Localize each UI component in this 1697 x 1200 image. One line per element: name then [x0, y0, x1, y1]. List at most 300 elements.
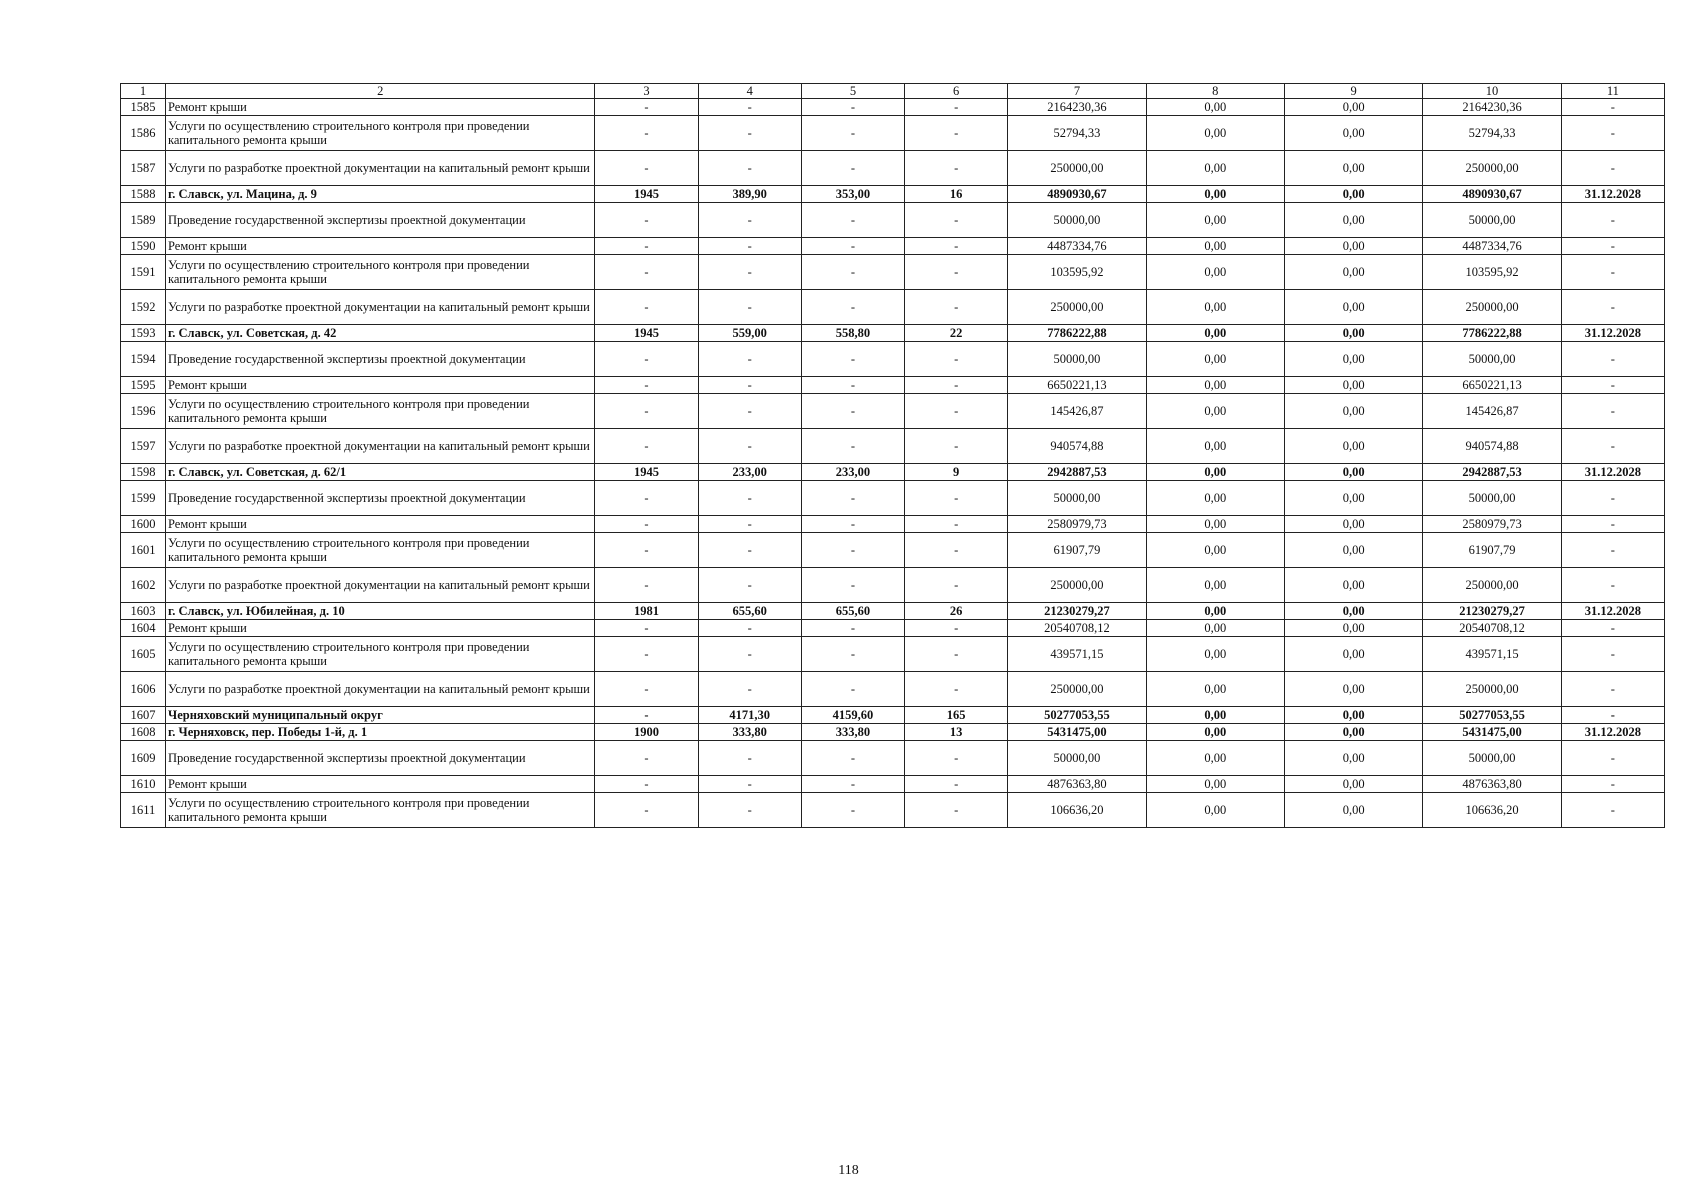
- year-cell: -: [595, 776, 698, 793]
- table-row: [121, 481, 1665, 516]
- row-number: 1588: [121, 186, 166, 203]
- area-total-cell: -: [698, 99, 801, 116]
- header-row: [121, 84, 1665, 99]
- row-number: 1603: [121, 603, 166, 620]
- total-cost-cell: 940574,88: [1008, 429, 1146, 464]
- item-name: Ремонт крыши: [166, 377, 595, 394]
- cost-9-cell: 0,00: [1284, 516, 1422, 533]
- cost-9-cell: 0,00: [1284, 394, 1422, 429]
- cost-8-cell: 0,00: [1146, 724, 1284, 741]
- cost-9-cell: 0,00: [1284, 342, 1422, 377]
- total-cost-cell: 103595,92: [1008, 255, 1146, 290]
- row-number: 1605: [121, 637, 166, 672]
- year-cell: 1900: [595, 724, 698, 741]
- table-row: [121, 707, 1665, 724]
- cost-10-cell: 20540708,12: [1423, 620, 1561, 637]
- table-row: [121, 741, 1665, 776]
- residents-cell: -: [905, 637, 1008, 672]
- total-cost-cell: 250000,00: [1008, 672, 1146, 707]
- cost-9-cell: 0,00: [1284, 741, 1422, 776]
- year-cell: -: [595, 377, 698, 394]
- item-name: г. Славск, ул. Советская, д. 62/1: [166, 464, 595, 481]
- cost-10-cell: 145426,87: [1423, 394, 1561, 429]
- cost-10-cell: 50000,00: [1423, 741, 1561, 776]
- area-total-cell: -: [698, 342, 801, 377]
- year-cell: 1945: [595, 186, 698, 203]
- table-row: [121, 290, 1665, 325]
- deadline-cell: -: [1561, 394, 1664, 429]
- item-name: Ремонт крыши: [166, 99, 595, 116]
- table-row: [121, 516, 1665, 533]
- page-number: 118: [838, 1163, 859, 1178]
- row-number: 1608: [121, 724, 166, 741]
- table-row: [121, 325, 1665, 342]
- total-cost-cell: 2164230,36: [1008, 99, 1146, 116]
- cost-9-cell: 0,00: [1284, 707, 1422, 724]
- cost-8-cell: 0,00: [1146, 151, 1284, 186]
- residents-cell: -: [905, 255, 1008, 290]
- area-total-cell: -: [698, 377, 801, 394]
- area-total-cell: -: [698, 394, 801, 429]
- row-number: 1607: [121, 707, 166, 724]
- year-cell: -: [595, 290, 698, 325]
- residents-cell: -: [905, 741, 1008, 776]
- row-number: 1587: [121, 151, 166, 186]
- row-number: 1596: [121, 394, 166, 429]
- cost-10-cell: 21230279,27: [1423, 603, 1561, 620]
- cost-9-cell: 0,00: [1284, 464, 1422, 481]
- residents-cell: 22: [905, 325, 1008, 342]
- table-row: [121, 533, 1665, 568]
- deadline-cell: -: [1561, 429, 1664, 464]
- cost-8-cell: 0,00: [1146, 290, 1284, 325]
- cost-10-cell: 4890930,67: [1423, 186, 1561, 203]
- cost-8-cell: 0,00: [1146, 255, 1284, 290]
- area-living-cell: -: [801, 620, 904, 637]
- cost-9-cell: 0,00: [1284, 325, 1422, 342]
- deadline-cell: 31.12.2028: [1561, 186, 1664, 203]
- area-total-cell: 559,00: [698, 325, 801, 342]
- total-cost-cell: 50000,00: [1008, 203, 1146, 238]
- data-table: [120, 83, 1665, 828]
- cost-8-cell: 0,00: [1146, 741, 1284, 776]
- cost-8-cell: 0,00: [1146, 342, 1284, 377]
- year-cell: -: [595, 116, 698, 151]
- row-number: 1591: [121, 255, 166, 290]
- row-number: 1599: [121, 481, 166, 516]
- cost-10-cell: 50000,00: [1423, 481, 1561, 516]
- total-cost-cell: 250000,00: [1008, 568, 1146, 603]
- cost-8-cell: 0,00: [1146, 516, 1284, 533]
- row-number: 1595: [121, 377, 166, 394]
- table-row: [121, 377, 1665, 394]
- table-row: [121, 255, 1665, 290]
- deadline-cell: -: [1561, 342, 1664, 377]
- cost-9-cell: 0,00: [1284, 99, 1422, 116]
- cost-8-cell: 0,00: [1146, 707, 1284, 724]
- cost-8-cell: 0,00: [1146, 394, 1284, 429]
- year-cell: -: [595, 793, 698, 828]
- table-row: [121, 394, 1665, 429]
- cost-9-cell: 0,00: [1284, 637, 1422, 672]
- cost-9-cell: 0,00: [1284, 620, 1422, 637]
- deadline-cell: -: [1561, 516, 1664, 533]
- item-name: Услуги по осуществлению строительного контроля при проведении капитального ремонта крыши: [166, 637, 595, 672]
- deadline-cell: -: [1561, 776, 1664, 793]
- deadline-cell: -: [1561, 637, 1664, 672]
- table-row: [121, 620, 1665, 637]
- row-number: 1606: [121, 672, 166, 707]
- year-cell: -: [595, 620, 698, 637]
- cost-10-cell: 6650221,13: [1423, 377, 1561, 394]
- deadline-cell: 31.12.2028: [1561, 325, 1664, 342]
- header-cell: 11: [1561, 84, 1664, 99]
- table-row: [121, 203, 1665, 238]
- cost-10-cell: 50277053,55: [1423, 707, 1561, 724]
- header-cell: 5: [801, 84, 904, 99]
- cost-9-cell: 0,00: [1284, 186, 1422, 203]
- cost-8-cell: 0,00: [1146, 620, 1284, 637]
- cost-10-cell: 61907,79: [1423, 533, 1561, 568]
- area-total-cell: -: [698, 516, 801, 533]
- cost-8-cell: 0,00: [1146, 464, 1284, 481]
- cost-8-cell: 0,00: [1146, 116, 1284, 151]
- row-number: 1610: [121, 776, 166, 793]
- cost-8-cell: 0,00: [1146, 377, 1284, 394]
- table-row: [121, 186, 1665, 203]
- total-cost-cell: 52794,33: [1008, 116, 1146, 151]
- area-total-cell: -: [698, 793, 801, 828]
- row-number: 1592: [121, 290, 166, 325]
- area-total-cell: -: [698, 533, 801, 568]
- item-name: г. Черняховск, пер. Победы 1-й, д. 1: [166, 724, 595, 741]
- row-number: 1601: [121, 533, 166, 568]
- year-cell: -: [595, 672, 698, 707]
- cost-10-cell: 106636,20: [1423, 793, 1561, 828]
- area-living-cell: 353,00: [801, 186, 904, 203]
- area-living-cell: -: [801, 741, 904, 776]
- item-name: Ремонт крыши: [166, 516, 595, 533]
- area-living-cell: -: [801, 116, 904, 151]
- area-total-cell: 389,90: [698, 186, 801, 203]
- item-name: Ремонт крыши: [166, 238, 595, 255]
- year-cell: -: [595, 637, 698, 672]
- area-living-cell: -: [801, 203, 904, 238]
- table-row: [121, 603, 1665, 620]
- area-total-cell: -: [698, 620, 801, 637]
- total-cost-cell: 4487334,76: [1008, 238, 1146, 255]
- deadline-cell: -: [1561, 707, 1664, 724]
- area-living-cell: -: [801, 342, 904, 377]
- year-cell: -: [595, 429, 698, 464]
- area-total-cell: -: [698, 290, 801, 325]
- row-number: 1593: [121, 325, 166, 342]
- total-cost-cell: 6650221,13: [1008, 377, 1146, 394]
- deadline-cell: -: [1561, 116, 1664, 151]
- total-cost-cell: 2580979,73: [1008, 516, 1146, 533]
- cost-8-cell: 0,00: [1146, 429, 1284, 464]
- cost-9-cell: 0,00: [1284, 290, 1422, 325]
- year-cell: -: [595, 394, 698, 429]
- deadline-cell: -: [1561, 793, 1664, 828]
- item-name: Услуги по разработке проектной документации на капитальный ремонт крыши: [166, 290, 595, 325]
- deadline-cell: -: [1561, 377, 1664, 394]
- area-living-cell: -: [801, 377, 904, 394]
- area-living-cell: -: [801, 255, 904, 290]
- cost-8-cell: 0,00: [1146, 238, 1284, 255]
- item-name: Услуги по разработке проектной документации на капитальный ремонт крыши: [166, 672, 595, 707]
- area-living-cell: -: [801, 533, 904, 568]
- cost-9-cell: 0,00: [1284, 151, 1422, 186]
- area-living-cell: -: [801, 429, 904, 464]
- residents-cell: -: [905, 290, 1008, 325]
- table-row: [121, 724, 1665, 741]
- residents-cell: -: [905, 568, 1008, 603]
- item-name: Черняховский муниципальный округ: [166, 707, 595, 724]
- deadline-cell: -: [1561, 481, 1664, 516]
- item-name: Услуги по осуществлению строительного контроля при проведении капитального ремонта крыши: [166, 394, 595, 429]
- year-cell: -: [595, 255, 698, 290]
- year-cell: -: [595, 99, 698, 116]
- area-total-cell: -: [698, 116, 801, 151]
- total-cost-cell: 4876363,80: [1008, 776, 1146, 793]
- cost-8-cell: 0,00: [1146, 203, 1284, 238]
- cost-10-cell: 103595,92: [1423, 255, 1561, 290]
- item-name: Проведение государственной экспертизы проектной документации: [166, 342, 595, 377]
- area-total-cell: -: [698, 255, 801, 290]
- area-total-cell: -: [698, 776, 801, 793]
- year-cell: -: [595, 707, 698, 724]
- residents-cell: -: [905, 394, 1008, 429]
- residents-cell: -: [905, 429, 1008, 464]
- cost-8-cell: 0,00: [1146, 325, 1284, 342]
- year-cell: 1945: [595, 325, 698, 342]
- area-total-cell: -: [698, 481, 801, 516]
- residents-cell: -: [905, 151, 1008, 186]
- header-cell: 8: [1146, 84, 1284, 99]
- cost-8-cell: 0,00: [1146, 99, 1284, 116]
- cost-9-cell: 0,00: [1284, 603, 1422, 620]
- area-total-cell: -: [698, 672, 801, 707]
- row-number: 1600: [121, 516, 166, 533]
- year-cell: 1945: [595, 464, 698, 481]
- year-cell: -: [595, 238, 698, 255]
- area-total-cell: -: [698, 429, 801, 464]
- deadline-cell: -: [1561, 672, 1664, 707]
- area-living-cell: -: [801, 637, 904, 672]
- cost-9-cell: 0,00: [1284, 793, 1422, 828]
- area-total-cell: 4171,30: [698, 707, 801, 724]
- item-name: Услуги по разработке проектной документации на капитальный ремонт крыши: [166, 568, 595, 603]
- area-total-cell: -: [698, 238, 801, 255]
- cost-9-cell: 0,00: [1284, 203, 1422, 238]
- area-living-cell: -: [801, 99, 904, 116]
- table-row: [121, 238, 1665, 255]
- row-number: 1594: [121, 342, 166, 377]
- residents-cell: 16: [905, 186, 1008, 203]
- cost-10-cell: 250000,00: [1423, 568, 1561, 603]
- area-total-cell: 333,80: [698, 724, 801, 741]
- cost-8-cell: 0,00: [1146, 672, 1284, 707]
- cost-8-cell: 0,00: [1146, 776, 1284, 793]
- table-row: [121, 672, 1665, 707]
- deadline-cell: -: [1561, 255, 1664, 290]
- deadline-cell: -: [1561, 151, 1664, 186]
- table-row: [121, 793, 1665, 828]
- total-cost-cell: 250000,00: [1008, 290, 1146, 325]
- table-row: [121, 342, 1665, 377]
- area-total-cell: -: [698, 203, 801, 238]
- table-row: [121, 429, 1665, 464]
- area-total-cell: -: [698, 741, 801, 776]
- area-living-cell: -: [801, 776, 904, 793]
- deadline-cell: 31.12.2028: [1561, 603, 1664, 620]
- residents-cell: 165: [905, 707, 1008, 724]
- total-cost-cell: 439571,15: [1008, 637, 1146, 672]
- cost-9-cell: 0,00: [1284, 377, 1422, 394]
- total-cost-cell: 50000,00: [1008, 481, 1146, 516]
- table-row: [121, 99, 1665, 116]
- total-cost-cell: 7786222,88: [1008, 325, 1146, 342]
- cost-8-cell: 0,00: [1146, 186, 1284, 203]
- item-name: Проведение государственной экспертизы проектной документации: [166, 741, 595, 776]
- row-number: 1590: [121, 238, 166, 255]
- area-living-cell: -: [801, 568, 904, 603]
- cost-10-cell: 50000,00: [1423, 342, 1561, 377]
- cost-8-cell: 0,00: [1146, 568, 1284, 603]
- residents-cell: 26: [905, 603, 1008, 620]
- item-name: Проведение государственной экспертизы проектной документации: [166, 203, 595, 238]
- residents-cell: -: [905, 377, 1008, 394]
- item-name: Ремонт крыши: [166, 620, 595, 637]
- table-row: [121, 568, 1665, 603]
- row-number: 1609: [121, 741, 166, 776]
- deadline-cell: 31.12.2028: [1561, 464, 1664, 481]
- total-cost-cell: 4890930,67: [1008, 186, 1146, 203]
- total-cost-cell: 20540708,12: [1008, 620, 1146, 637]
- cost-10-cell: 250000,00: [1423, 290, 1561, 325]
- cost-9-cell: 0,00: [1284, 481, 1422, 516]
- cost-8-cell: 0,00: [1146, 481, 1284, 516]
- header-cell: 7: [1008, 84, 1146, 99]
- header-cell: 3: [595, 84, 698, 99]
- item-name: Услуги по осуществлению строительного контроля при проведении капитального ремонта крыши: [166, 116, 595, 151]
- total-cost-cell: 50000,00: [1008, 342, 1146, 377]
- header-cell: 1: [121, 84, 166, 99]
- year-cell: 1981: [595, 603, 698, 620]
- table-row: [121, 151, 1665, 186]
- area-living-cell: -: [801, 793, 904, 828]
- residents-cell: -: [905, 481, 1008, 516]
- cost-9-cell: 0,00: [1284, 568, 1422, 603]
- header-cell: 9: [1284, 84, 1422, 99]
- total-cost-cell: 21230279,27: [1008, 603, 1146, 620]
- residents-cell: -: [905, 620, 1008, 637]
- item-name: г. Славск, ул. Юбилейная, д. 10: [166, 603, 595, 620]
- area-total-cell: -: [698, 568, 801, 603]
- total-cost-cell: 50000,00: [1008, 741, 1146, 776]
- deadline-cell: 31.12.2028: [1561, 724, 1664, 741]
- row-number: 1589: [121, 203, 166, 238]
- item-name: Услуги по осуществлению строительного контроля при проведении капитального ремонта крыши: [166, 255, 595, 290]
- year-cell: -: [595, 203, 698, 238]
- year-cell: -: [595, 741, 698, 776]
- cost-10-cell: 250000,00: [1423, 151, 1561, 186]
- residents-cell: -: [905, 793, 1008, 828]
- residents-cell: 9: [905, 464, 1008, 481]
- total-cost-cell: 106636,20: [1008, 793, 1146, 828]
- total-cost-cell: 250000,00: [1008, 151, 1146, 186]
- cost-10-cell: 940574,88: [1423, 429, 1561, 464]
- cost-10-cell: 2942887,53: [1423, 464, 1561, 481]
- cost-8-cell: 0,00: [1146, 603, 1284, 620]
- cost-10-cell: 2580979,73: [1423, 516, 1561, 533]
- deadline-cell: -: [1561, 568, 1664, 603]
- row-number: 1611: [121, 793, 166, 828]
- item-name: Проведение государственной экспертизы проектной документации: [166, 481, 595, 516]
- cost-9-cell: 0,00: [1284, 116, 1422, 151]
- area-living-cell: -: [801, 481, 904, 516]
- row-number: 1598: [121, 464, 166, 481]
- year-cell: -: [595, 481, 698, 516]
- cost-9-cell: 0,00: [1284, 776, 1422, 793]
- deadline-cell: -: [1561, 99, 1664, 116]
- area-living-cell: 4159,60: [801, 707, 904, 724]
- residents-cell: -: [905, 342, 1008, 377]
- deadline-cell: -: [1561, 741, 1664, 776]
- row-number: 1597: [121, 429, 166, 464]
- deadline-cell: -: [1561, 238, 1664, 255]
- table-row: [121, 464, 1665, 481]
- year-cell: -: [595, 568, 698, 603]
- table-row: [121, 776, 1665, 793]
- item-name: г. Славск, ул. Советская, д. 42: [166, 325, 595, 342]
- item-name: Услуги по разработке проектной документации на капитальный ремонт крыши: [166, 151, 595, 186]
- deadline-cell: -: [1561, 290, 1664, 325]
- row-number: 1585: [121, 99, 166, 116]
- area-total-cell: -: [698, 637, 801, 672]
- area-total-cell: 233,00: [698, 464, 801, 481]
- cost-10-cell: 5431475,00: [1423, 724, 1561, 741]
- header-cell: 2: [166, 84, 595, 99]
- total-cost-cell: 5431475,00: [1008, 724, 1146, 741]
- table-row: [121, 116, 1665, 151]
- residents-cell: -: [905, 516, 1008, 533]
- area-living-cell: 333,80: [801, 724, 904, 741]
- cost-9-cell: 0,00: [1284, 533, 1422, 568]
- year-cell: -: [595, 342, 698, 377]
- cost-10-cell: 439571,15: [1423, 637, 1561, 672]
- header-cell: 6: [905, 84, 1008, 99]
- cost-10-cell: 2164230,36: [1423, 99, 1561, 116]
- area-living-cell: -: [801, 672, 904, 707]
- cost-9-cell: 0,00: [1284, 429, 1422, 464]
- total-cost-cell: 61907,79: [1008, 533, 1146, 568]
- cost-8-cell: 0,00: [1146, 637, 1284, 672]
- area-living-cell: 655,60: [801, 603, 904, 620]
- cost-8-cell: 0,00: [1146, 793, 1284, 828]
- cost-10-cell: 4487334,76: [1423, 238, 1561, 255]
- total-cost-cell: 145426,87: [1008, 394, 1146, 429]
- cost-9-cell: 0,00: [1284, 238, 1422, 255]
- area-living-cell: 233,00: [801, 464, 904, 481]
- cost-8-cell: 0,00: [1146, 533, 1284, 568]
- deadline-cell: -: [1561, 620, 1664, 637]
- total-cost-cell: 2942887,53: [1008, 464, 1146, 481]
- area-living-cell: -: [801, 238, 904, 255]
- cost-9-cell: 0,00: [1284, 255, 1422, 290]
- item-name: Услуги по осуществлению строительного контроля при проведении капитального ремонта крыши: [166, 793, 595, 828]
